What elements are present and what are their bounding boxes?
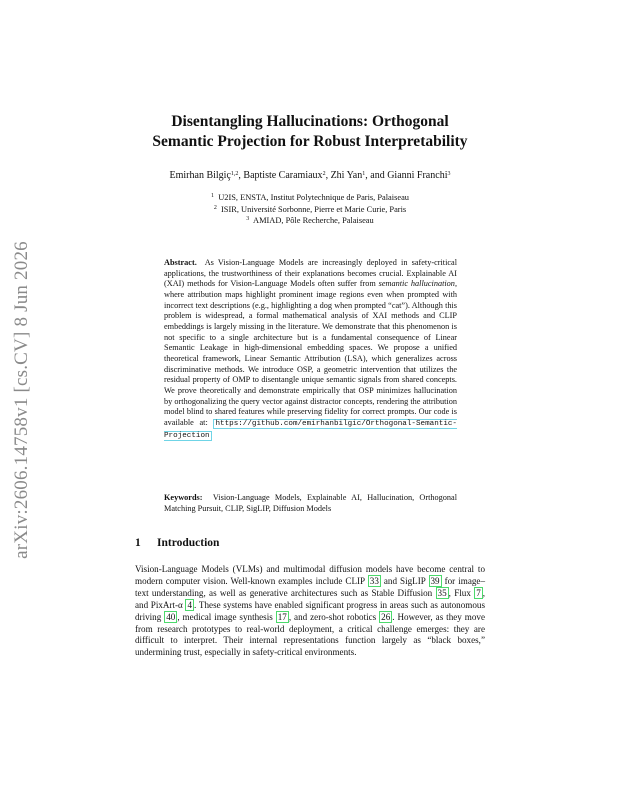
citation-link[interactable]: 33 xyxy=(369,575,379,586)
introduction-paragraph xyxy=(135,564,485,659)
citation-link[interactable]: 26 xyxy=(381,611,391,622)
citation-link[interactable]: 35 xyxy=(437,587,447,598)
abstract-text: As Vision-Language Models are increasingly deployed in safety-critical applications, the trustworthiness of their explanations becomes crucial. Explainable AI (XAI) methods for Vision-Language Models often suffer from xyxy=(164,258,457,289)
title-line-1: Disentangling Hallucinations: Orthogonal xyxy=(171,113,449,130)
affiliation-sup: 3 xyxy=(246,216,250,222)
intro-text: . These systems have enabled significant progress in areas such as autonomous driving xyxy=(135,599,485,622)
intro-text: , Flux xyxy=(448,587,475,598)
author-name: Baptiste Caramiaux xyxy=(243,170,323,181)
author-separator: , and xyxy=(365,170,388,181)
section-heading xyxy=(135,537,219,549)
citation-link[interactable]: 39 xyxy=(430,575,440,586)
affiliation-sup: 2 xyxy=(213,204,217,211)
citation-link[interactable]: 40 xyxy=(166,611,176,622)
abstract-label: Abstract. xyxy=(164,258,197,267)
section-title: Introduction xyxy=(157,537,220,549)
abstract xyxy=(164,258,457,441)
affiliation-text: U2IS, ENSTA, Institut Polytechnique de Paris, Palaiseau xyxy=(218,193,409,202)
author-affil-sup: 3 xyxy=(447,171,451,177)
author-affil-sup: 1 xyxy=(362,171,366,177)
abstract-text: , where attribution maps highlight prominent image regions even when prompted with incorrect text descriptions (e.g., highlighting a dog when prompted “cat”). Although this problem is widespread, a formal mathematical analysis of XAI methods and CLIP embeddings is largely missing in the literature. We demonstrate that this phenomenon is not specific to a single architecture but is a fundamental consequence of Linear Semantic Leakage in high-dimensional embedding spaces. We propose a unified theoretical framework, Linear Semantic Attribution (LSA), which generalizes across discriminative methods. We introduce OSP, a geometric intervention that utilizes the residual property of OMP to disentangle unique semantic signals from shared concepts. We prove theoretically and demonstrate empirically that OSP minimizes hallucination by orthogonalizing the query vector against distractor concepts, rendering the attribution model blind to shared features while preserving fidelity for correct prompts. Our code is available at: xyxy=(164,279,457,427)
intro-text: . However, as they move from research prototypes to real-world deployment, a critical challenge emerges: they are difficult to interpret. Their internal representations function largely as “black boxes,” undermining trust, especially in safety-critical environments. xyxy=(135,611,485,658)
affiliation xyxy=(140,204,480,216)
intro-text: Vision-Language Models (VLMs) and multimodal diffusion models have become central to modern computer vision. Well-known examples include CLIP xyxy=(135,564,485,586)
affiliation xyxy=(140,215,480,227)
affiliation xyxy=(140,192,480,204)
intro-text: and SigLIP xyxy=(380,575,429,586)
keywords xyxy=(164,492,457,514)
arxiv-identifier-text: arXiv:2606.14758v1 [cs.CV] 8 Jun 2026 xyxy=(11,241,32,559)
author-name: Gianni Franchi xyxy=(387,170,448,181)
intro-text: , medical image synthesis xyxy=(177,611,276,622)
citation-link[interactable]: 4 xyxy=(187,599,193,610)
author-list xyxy=(100,170,520,181)
author-separator: , xyxy=(238,170,244,181)
affiliation-text: ISIR, Université Sorbonne, Pierre et Marie Curie, Paris xyxy=(221,204,407,214)
keywords-text: Vision-Language Models, Explainable AI, Hallucination, Orthogonal Matching Pursuit, CLIP, SigLIP, Diffusion Models xyxy=(164,493,457,513)
keywords-label: Keywords: xyxy=(164,493,203,502)
author-separator: , xyxy=(325,170,331,181)
section-number: 1 xyxy=(135,537,141,549)
code-repository-link[interactable]: https://github.com/emirhanbilgic/Orthogonal-Semantic-Projection xyxy=(164,419,457,440)
author-affil-sup: 1,2 xyxy=(230,171,239,177)
arxiv-identifier-stamp xyxy=(8,230,36,570)
paper-title xyxy=(120,112,500,152)
author-name: Emirhan Bilgiç xyxy=(169,170,231,181)
affiliation-text: AMIAD, Pôle Recherche, Palaiseau xyxy=(253,216,374,225)
citation-link[interactable]: 7 xyxy=(476,587,481,598)
intro-text: for image–text understanding, as well as generative architectures such as Stable Diffusion xyxy=(135,575,485,598)
affiliation-sup: 1 xyxy=(211,193,215,199)
title-line-2: Semantic Projection for Robust Interpretability xyxy=(152,133,468,150)
affiliation-list xyxy=(140,192,480,227)
citation-link[interactable]: 17 xyxy=(277,611,287,622)
intro-text: , and zero-shot robotics xyxy=(288,611,380,622)
abstract-emphasis: semantic hallucination xyxy=(378,279,455,289)
author-affil-sup: 2 xyxy=(322,171,326,177)
author-name: Zhi Yan xyxy=(330,170,363,181)
intro-text: , and PixArt-α xyxy=(135,587,486,610)
